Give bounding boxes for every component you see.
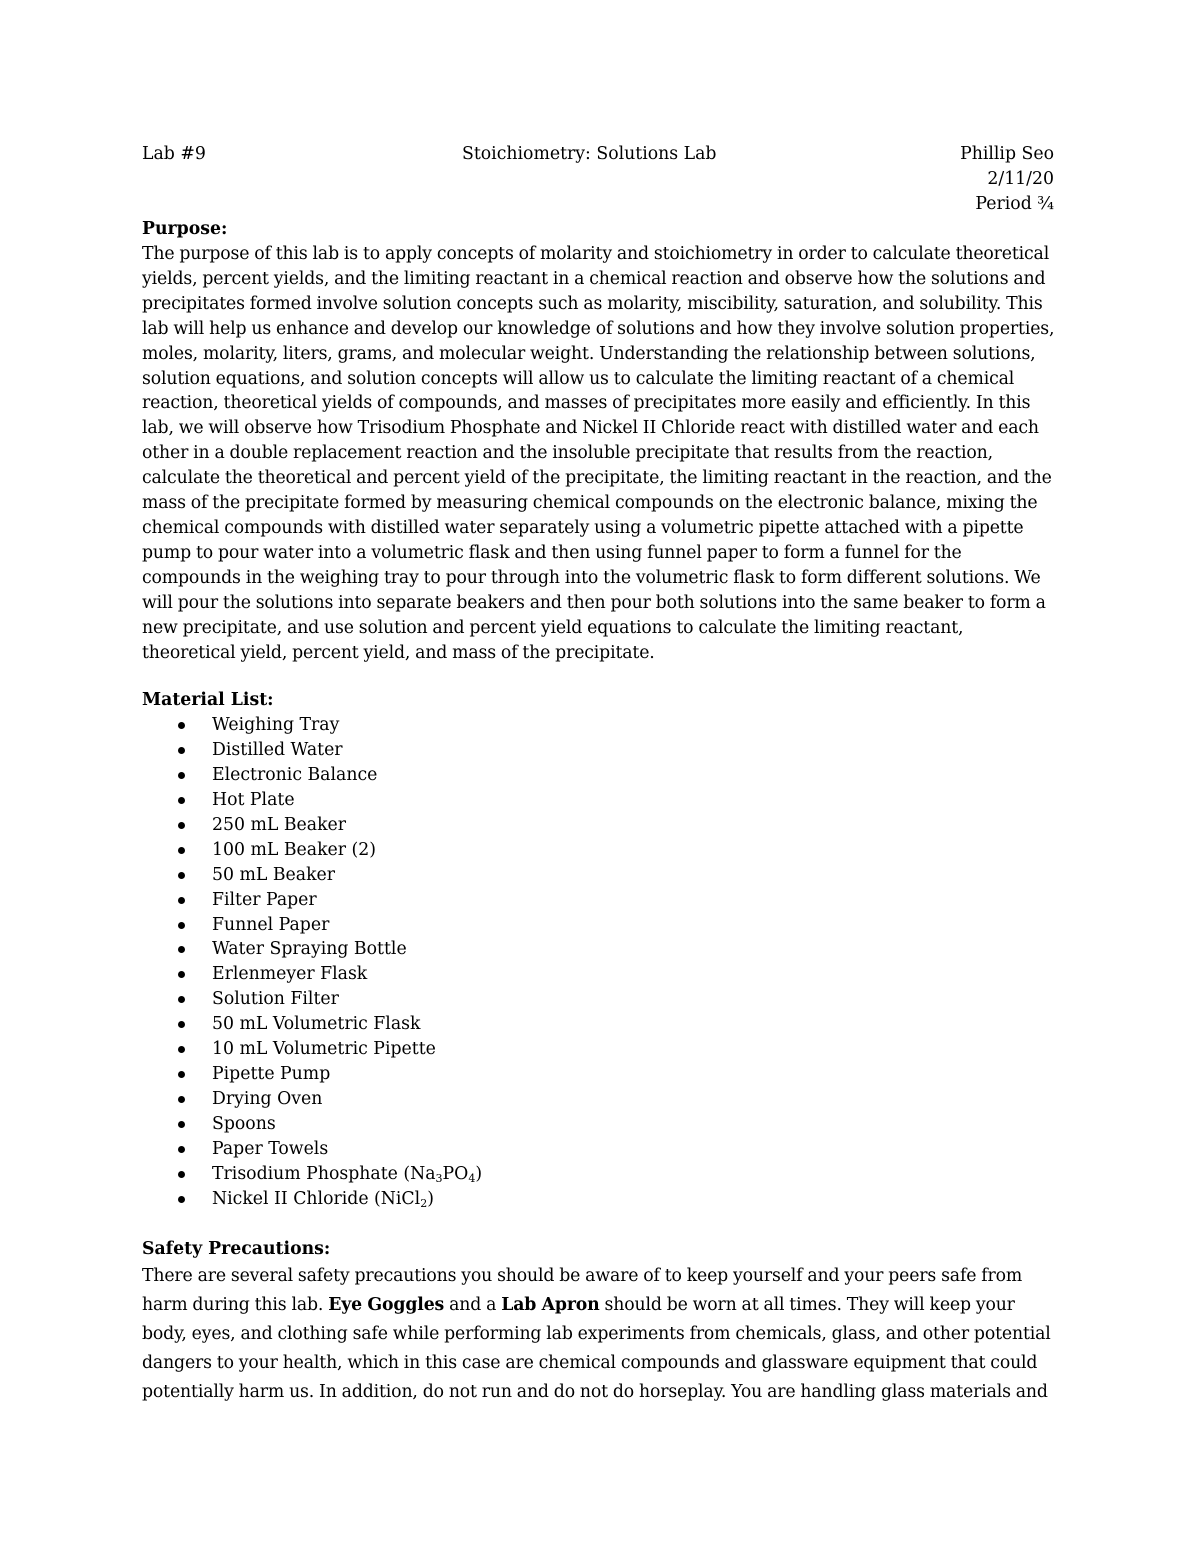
lab-apron-emphasis: Lab Apron bbox=[501, 1295, 600, 1315]
material-label: Erlenmeyer Flask bbox=[212, 964, 368, 985]
material-label: 100 mL Beaker (2) bbox=[212, 839, 376, 860]
list-item bbox=[142, 863, 1060, 888]
list-item bbox=[142, 1087, 1060, 1112]
list-item bbox=[142, 1012, 1060, 1037]
material-label: Electronic Balance bbox=[212, 764, 378, 785]
materials-heading: Material List: bbox=[142, 690, 274, 710]
bullet-icon bbox=[178, 1171, 185, 1178]
list-item bbox=[142, 1062, 1060, 1087]
formula-text: ) bbox=[475, 1163, 483, 1184]
class-period: Period ¾ bbox=[975, 194, 1054, 214]
lab-number: Lab #9 bbox=[142, 144, 206, 164]
material-label: Filter Paper bbox=[212, 889, 317, 910]
safety-text-2: and a bbox=[449, 1295, 497, 1315]
material-label: Paper Towels bbox=[212, 1138, 329, 1159]
bullet-icon bbox=[178, 847, 185, 854]
list-item-trisodium-phosphate bbox=[142, 1162, 1060, 1187]
material-label: 50 mL Volumetric Flask bbox=[212, 1014, 421, 1035]
bullet-icon bbox=[178, 1071, 185, 1078]
date: 2/11/20 bbox=[987, 169, 1054, 189]
purpose-heading: Purpose: bbox=[142, 219, 228, 239]
material-label: Funnel Paper bbox=[212, 914, 330, 935]
formula-text: PO bbox=[442, 1163, 469, 1184]
bullet-icon bbox=[178, 1046, 185, 1053]
formula-text: Nickel II Chloride (NiCl bbox=[212, 1188, 421, 1209]
list-item bbox=[142, 987, 1060, 1012]
list-item bbox=[142, 913, 1060, 938]
bullet-icon bbox=[178, 946, 185, 953]
bullet-icon bbox=[178, 1196, 185, 1203]
list-item bbox=[142, 962, 1060, 987]
purpose-section bbox=[142, 217, 1060, 665]
author-name: Phillip Seo bbox=[960, 144, 1054, 164]
materials-section bbox=[142, 688, 1060, 1212]
bullet-icon bbox=[178, 797, 185, 804]
material-label: Distilled Water bbox=[212, 739, 343, 760]
material-label: 50 mL Beaker bbox=[212, 864, 336, 885]
document-header bbox=[142, 142, 1054, 222]
safety-text bbox=[142, 1262, 1060, 1407]
bullet-icon bbox=[178, 897, 185, 904]
bullet-icon bbox=[178, 1146, 185, 1153]
list-item bbox=[142, 813, 1060, 838]
material-label: 10 mL Volumetric Pipette bbox=[212, 1039, 436, 1060]
list-item bbox=[142, 763, 1060, 788]
list-item bbox=[142, 1037, 1060, 1062]
bullet-icon bbox=[178, 747, 185, 754]
formula-subscript: 2 bbox=[420, 1196, 428, 1210]
safety-text-3: should be worn at all times. They will keep your body, eyes, and clothing safe while performing lab experiments from chemicals, glass, and other potential dangers to your health, which in this case are chemical compounds and glassware equipment that could potentially harm us. In addition, do not run and do not do horseplay. You are handling glass materials and bbox=[142, 1295, 1051, 1402]
list-item bbox=[142, 1112, 1060, 1137]
list-item bbox=[142, 713, 1060, 738]
list-item bbox=[142, 888, 1060, 913]
list-item-nickel-chloride bbox=[142, 1187, 1060, 1212]
lab-title: Stoichiometry: Solutions Lab bbox=[462, 144, 717, 164]
material-label: Drying Oven bbox=[212, 1089, 323, 1110]
bullet-icon bbox=[178, 996, 185, 1003]
safety-heading: Safety Precautions: bbox=[142, 1239, 331, 1259]
formula-text: Trisodium Phosphate (Na bbox=[212, 1163, 436, 1184]
material-label: Hot Plate bbox=[212, 789, 295, 810]
purpose-text: The purpose of this lab is to apply concepts of molarity and stoichiometry in order to calculate theoretical yields, percent yields, and the limiting reactant in a chemical reaction and observe how the solutions and precipitates formed involve solution concepts such as molarity, miscibility, saturation, and solubility. This lab will help us enhance and develop our knowledge of solutions and how they involve solution properties, moles, molarity, liters, grams, and molecular weight. Understanding the relationship between solutions, solution equations, and solution concepts will allow us to calculate the limiting reactant of a chemical reaction, theoretical yields of compounds, and masses of precipitates more easily and efficiently. In this lab, we will observe how Trisodium Phosphate and Nickel II Chloride react with distilled water and each other in a double replacement reaction and the insoluble precipitate that results from the reaction, calculate the theoretical and percent yield of the precipitate, the limiting reactant in the reaction, and the mass of the precipitate formed by measuring chemical compounds on the electronic balance, mixing the chemical compounds with distilled water separately using a volumetric pipette attached with a pipette pump to pour water into a volumetric flask and then using funnel paper to form a funnel for the compounds in the weighing tray to pour through into the volumetric flask to form different solutions. We will pour the solutions into separate beakers and then pour both solutions into the same beaker to form a new precipitate, and use solution and percent yield equations to calculate the limiting reactant, theoretical yield, percent yield, and mass of the precipitate. bbox=[142, 244, 1055, 663]
bullet-icon bbox=[178, 1121, 185, 1128]
list-item bbox=[142, 738, 1060, 763]
material-label: Spoons bbox=[212, 1114, 276, 1134]
list-item bbox=[142, 788, 1060, 813]
formula-text: ) bbox=[427, 1188, 434, 1209]
material-label: Solution Filter bbox=[212, 989, 339, 1010]
bullet-icon bbox=[178, 822, 185, 829]
bullet-icon bbox=[178, 722, 185, 729]
material-label: Pipette Pump bbox=[212, 1064, 331, 1085]
material-label: Weighing Tray bbox=[212, 715, 340, 735]
bullet-icon bbox=[178, 1021, 185, 1028]
formula-subscript: 4 bbox=[468, 1171, 476, 1185]
safety-section bbox=[142, 1237, 1060, 1407]
bullet-icon bbox=[178, 971, 185, 978]
eye-goggles-emphasis: Eye Goggles bbox=[328, 1295, 445, 1315]
material-list bbox=[142, 713, 1060, 1212]
material-label: 250 mL Beaker bbox=[212, 814, 347, 835]
author-block bbox=[960, 142, 1054, 217]
formula-subscript: 3 bbox=[435, 1171, 443, 1185]
list-item bbox=[142, 937, 1060, 962]
bullet-icon bbox=[178, 922, 185, 929]
list-item bbox=[142, 838, 1060, 863]
bullet-icon bbox=[178, 772, 185, 779]
safety-text-1: There are several safety precautions you should be aware of to keep yourself and your peers safe from harm during this lab. bbox=[142, 1266, 1023, 1315]
list-item bbox=[142, 1137, 1060, 1162]
material-label: Water Spraying Bottle bbox=[212, 939, 407, 960]
bullet-icon bbox=[178, 1096, 185, 1103]
bullet-icon bbox=[178, 872, 185, 879]
